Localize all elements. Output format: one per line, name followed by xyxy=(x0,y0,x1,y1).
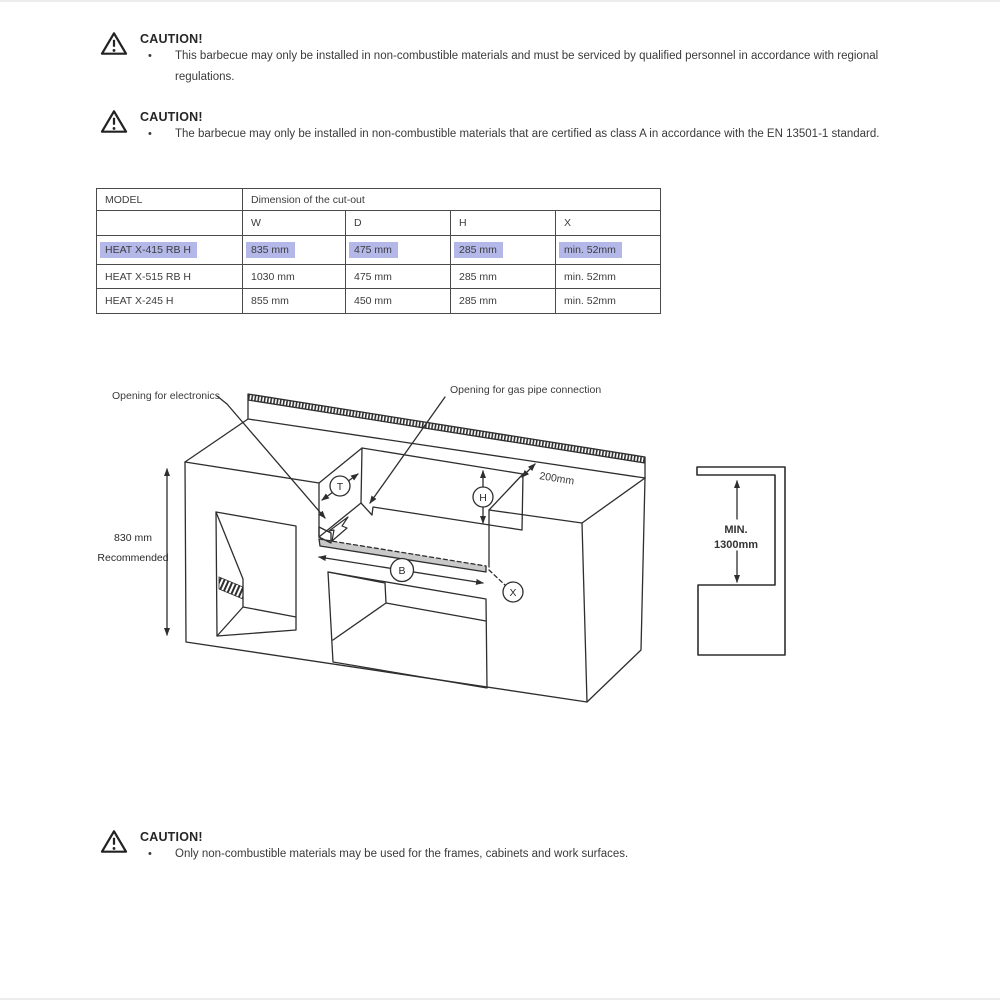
h-cell: 285 mm xyxy=(451,265,556,289)
group-header-cell: Dimension of the cut-out xyxy=(243,189,661,211)
middle-opening xyxy=(328,572,487,688)
model-cell: HEAT X-415 RB H xyxy=(97,236,243,265)
dim-830 xyxy=(97,469,168,635)
d-cell: 450 mm xyxy=(346,289,451,314)
installation-diagram xyxy=(0,370,1000,740)
caution-title: CAUTION! xyxy=(140,830,203,844)
min-clearance-label: MIN. xyxy=(724,524,748,536)
marker-b: B xyxy=(398,565,406,577)
table-row xyxy=(97,265,661,289)
w-cell: 835 mm xyxy=(243,236,346,265)
dim-200-value: 200mm xyxy=(538,470,575,488)
marker-h: H xyxy=(479,492,487,504)
empty-cell xyxy=(97,211,243,236)
x-cell: min. 52mm xyxy=(556,236,661,265)
caution-text: This barbecue may only be installed in non-combustible materials and must be serviced by qualified personnel in accordance with regional regulations. xyxy=(175,50,879,83)
table-row xyxy=(97,289,661,314)
w-cell: 1030 mm xyxy=(243,265,346,289)
x-cell: min. 52mm xyxy=(556,289,661,314)
side-clearance-profile xyxy=(697,467,785,655)
warning-triangle-icon xyxy=(100,109,128,134)
x-cell: min. 52mm xyxy=(556,265,661,289)
h-cell: 285 mm xyxy=(451,289,556,314)
h-cell: 285 mm xyxy=(451,236,556,265)
dim-830-value: 830 mm xyxy=(114,532,152,544)
backsplash xyxy=(248,394,645,478)
dim-830-note: Recommended xyxy=(97,552,169,564)
col-header-x: X xyxy=(556,211,661,236)
marker-t: T xyxy=(336,481,344,493)
table-subheader-row xyxy=(97,211,661,236)
dim-X xyxy=(489,570,523,602)
caution-text: Only non-combustible materials may be used for the frames, cabinets and work surfaces. xyxy=(175,848,629,860)
dim-200 xyxy=(522,464,575,487)
model-header-cell: MODEL xyxy=(97,189,243,211)
dim-H xyxy=(473,471,493,523)
min-clearance-value: 1300mm xyxy=(713,539,759,551)
model-cell: HEAT X-515 RB H xyxy=(97,265,243,289)
model-cell: HEAT X-245 H xyxy=(97,289,243,314)
d-cell: 475 mm xyxy=(346,236,451,265)
d-cell: 475 mm xyxy=(346,265,451,289)
table-row xyxy=(97,236,661,265)
col-header-h: H xyxy=(451,211,556,236)
warning-triangle-icon xyxy=(100,31,128,56)
vent-grille xyxy=(219,577,243,599)
dim-T xyxy=(322,474,358,500)
bullet: • xyxy=(148,50,152,62)
marker-x: X xyxy=(509,587,517,599)
caution-title: CAUTION! xyxy=(140,32,203,46)
bullet: • xyxy=(148,128,152,140)
table-header-row xyxy=(97,189,661,211)
gas-leader-line xyxy=(370,397,445,503)
electronics-label: Opening for electronics xyxy=(112,390,220,402)
page-top-edge xyxy=(0,0,1000,2)
left-opening xyxy=(216,512,296,636)
w-cell: 855 mm xyxy=(243,289,346,314)
electronics-leader-line xyxy=(217,396,325,518)
col-header-d: D xyxy=(346,211,451,236)
cutout-dimensions-table xyxy=(96,188,661,314)
bullet: • xyxy=(148,848,152,860)
gas-label: Opening for gas pipe connection xyxy=(450,384,602,396)
caution-text: The barbecue may only be installed in non-combustible materials that are certified as class A in accordance with the EN 13501-1 standard. xyxy=(175,128,880,140)
caution-title: CAUTION! xyxy=(140,110,203,124)
warning-triangle-icon xyxy=(100,829,128,854)
col-header-w: W xyxy=(243,211,346,236)
